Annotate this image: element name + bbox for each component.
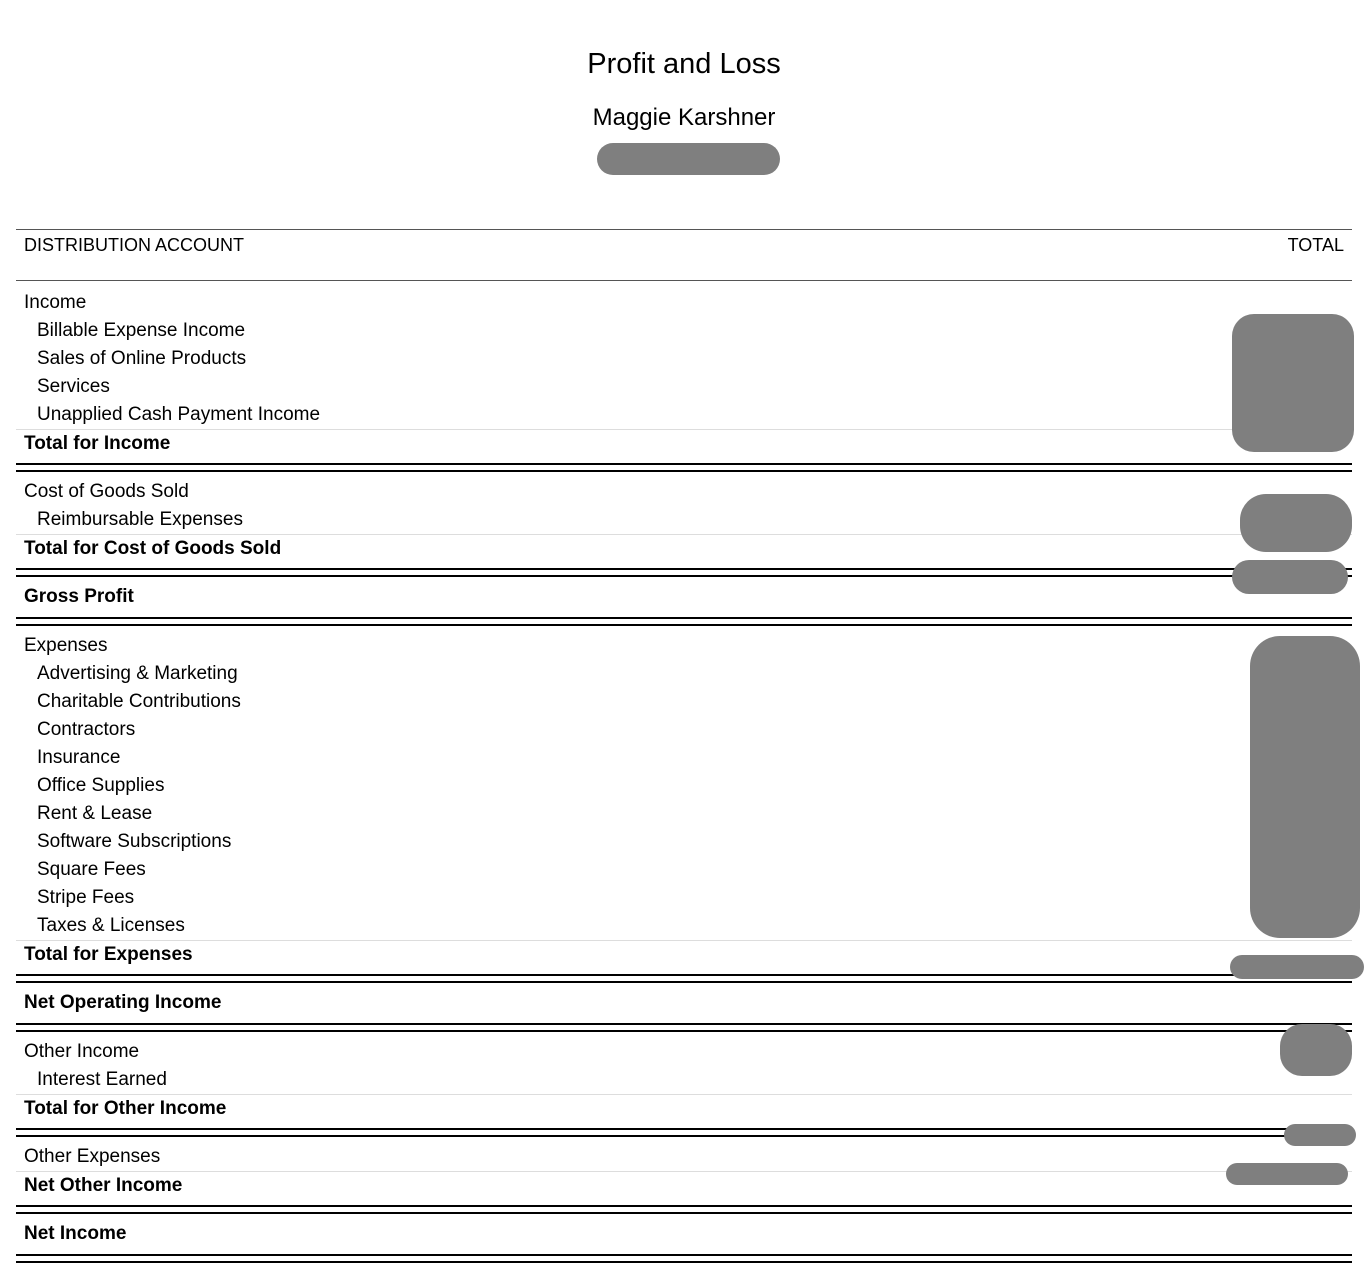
total-row-income: Total for Income [16, 429, 1352, 457]
total-row-other-income: Total for Other Income [16, 1094, 1352, 1122]
section-heading-expenses: Expenses [24, 635, 108, 656]
redacted-date-range [597, 143, 780, 175]
account-row: Stripe Fees [37, 887, 135, 908]
total-row-expenses: Total for Expenses [16, 940, 1352, 968]
section-heading-income: Income [24, 292, 87, 313]
double-rule [16, 1254, 1352, 1263]
account-row: Advertising & Marketing [37, 663, 238, 684]
section-heading-cogs: Cost of Goods Sold [24, 481, 189, 502]
account-row: Charitable Contributions [37, 691, 241, 712]
column-header-account: DISTRIBUTION ACCOUNT [24, 235, 245, 255]
net-other-income-row: Net Other Income [16, 1171, 1352, 1199]
net-operating-income-row: Net Operating Income [24, 992, 222, 1013]
company-name: Maggie Karshner [592, 104, 776, 131]
account-row: Unapplied Cash Payment Income [37, 404, 321, 425]
double-rule [16, 463, 1352, 472]
net-income-row: Net Income [24, 1223, 127, 1244]
column-header-row [16, 230, 1352, 281]
redacted-amount-income-block [1232, 314, 1354, 452]
section-heading-other-expenses: Other Expenses [24, 1146, 161, 1167]
account-row: Sales of Online Products [37, 348, 247, 369]
account-row: Software Subscriptions [37, 831, 232, 852]
account-row: Rent & Lease [37, 803, 153, 824]
double-rule [16, 974, 1352, 983]
redacted-amount-gross-profit [1232, 560, 1348, 594]
account-row: Interest Earned [37, 1069, 167, 1090]
redacted-amount-net-other-income [1284, 1124, 1356, 1146]
redacted-amount-net-income [1226, 1163, 1348, 1185]
redacted-amount-expenses-block [1250, 636, 1360, 938]
redacted-amount-cogs-block [1240, 494, 1352, 552]
account-row: Contractors [37, 719, 136, 740]
account-row: Square Fees [37, 859, 146, 880]
double-rule [16, 1128, 1352, 1137]
redacted-amount-other-income-block [1280, 1024, 1352, 1076]
gross-profit-row: Gross Profit [24, 586, 134, 607]
account-row: Services [37, 376, 110, 397]
double-rule [16, 568, 1352, 577]
report-table [16, 229, 1352, 1263]
account-row: Reimbursable Expenses [37, 509, 243, 530]
account-row: Office Supplies [37, 775, 165, 796]
double-rule [16, 617, 1352, 626]
report-title: Profit and Loss [587, 48, 781, 80]
column-header-total: TOTAL [1287, 235, 1344, 255]
redacted-amount-net-operating-income [1230, 955, 1364, 979]
total-row-cogs: Total for Cost of Goods Sold [16, 534, 1352, 562]
account-row: Billable Expense Income [37, 320, 246, 341]
section-heading-other-income: Other Income [24, 1041, 140, 1062]
double-rule [16, 1023, 1352, 1032]
account-row: Insurance [37, 747, 121, 768]
account-row: Taxes & Licenses [37, 915, 185, 936]
double-rule [16, 1205, 1352, 1214]
